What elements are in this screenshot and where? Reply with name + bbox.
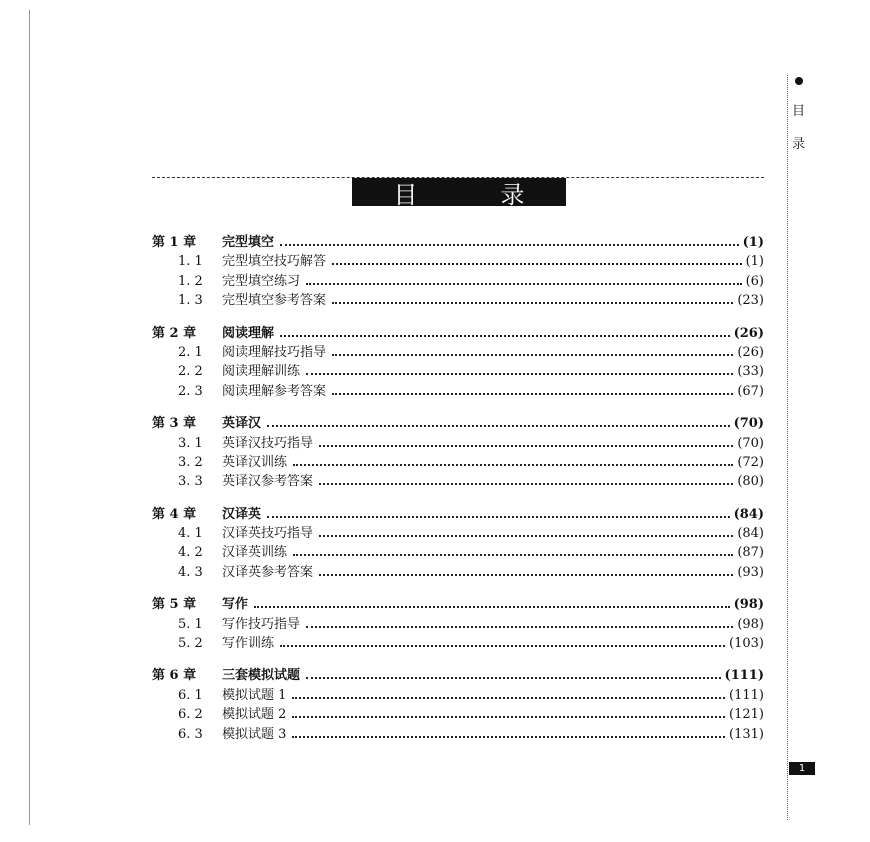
toc-entry-number: 4. 2	[178, 545, 203, 561]
toc-entry-title: 模拟试题 2	[222, 707, 287, 723]
toc-entry-title: 阅读理解技巧指导	[222, 344, 327, 360]
toc-entry-page: (23)	[737, 293, 764, 309]
toc-leader-dots	[267, 425, 730, 427]
toc-leader-dots	[280, 645, 725, 647]
toc-entry-page: (6)	[745, 273, 764, 289]
toc-section-row[interactable]	[152, 615, 764, 634]
toc-leader-dots	[319, 483, 733, 485]
toc-leader-dots	[306, 677, 721, 679]
toc-leader-dots	[292, 716, 725, 718]
toc-entry-title: 完型填空技巧解答	[222, 254, 327, 270]
toc-leader-dots	[332, 263, 742, 265]
toc-entry-title: 模拟试题 3	[222, 726, 287, 742]
toc-entry-number: 1. 1	[178, 254, 203, 270]
page-number: 1	[789, 762, 815, 775]
toc-chapter-row[interactable]	[152, 414, 764, 433]
toc-entry-page: (98)	[737, 616, 764, 632]
toc-entry-page: (80)	[737, 474, 764, 490]
toc-entry-title: 写作技巧指导	[222, 616, 301, 632]
toc-entry-number: 6. 1	[178, 687, 203, 703]
toc-section-row[interactable]	[152, 291, 764, 310]
toc-chapter-row[interactable]	[152, 666, 764, 685]
toc-chapter-row[interactable]	[152, 505, 764, 524]
toc-section-row[interactable]	[152, 252, 764, 271]
toc-entry-page: (111)	[729, 687, 764, 703]
toc-section-row[interactable]	[152, 543, 764, 562]
toc-entry-title: 英译汉	[222, 416, 262, 432]
toc-leader-dots	[332, 354, 733, 356]
toc-leader-dots	[254, 606, 730, 608]
toc-entry-number: 第 4 章	[152, 506, 197, 522]
toc-leader-dots	[306, 283, 742, 285]
toc-section-row[interactable]	[152, 434, 764, 453]
toc-entry-number: 5. 2	[178, 636, 203, 652]
toc-section-row[interactable]	[152, 725, 764, 744]
toc-entry-title: 完型填空练习	[222, 273, 301, 289]
toc-entry-title: 汉译英	[222, 506, 262, 522]
toc-section-row[interactable]	[152, 634, 764, 653]
toc-section-row[interactable]	[152, 272, 764, 291]
toc-section-row[interactable]	[152, 453, 764, 472]
toc-leader-dots	[293, 554, 733, 556]
side-dotted-rule	[787, 75, 788, 820]
toc-leader-dots	[292, 697, 725, 699]
toc-chapter-group	[152, 324, 764, 402]
toc-leader-dots	[319, 574, 733, 576]
toc-entry-page: (87)	[737, 545, 764, 561]
toc-section-row[interactable]	[152, 524, 764, 543]
toc-entry-title: 英译汉技巧指导	[222, 435, 314, 451]
toc-entry-number: 6. 2	[178, 707, 203, 723]
title-char: 目	[393, 180, 418, 209]
toc-entry-page: (98)	[733, 597, 764, 613]
toc-entry-page: (26)	[733, 325, 764, 341]
toc-entry-title: 英译汉参考答案	[222, 474, 314, 490]
toc-leader-dots	[306, 626, 733, 628]
toc-entry-page: (93)	[737, 564, 764, 580]
side-label-char: 录	[792, 137, 806, 152]
side-label-char: 目	[792, 104, 806, 119]
toc-entry-page: (33)	[737, 364, 764, 380]
toc-leader-dots	[280, 244, 739, 246]
toc-entry-number: 第 6 章	[152, 668, 197, 684]
toc-leader-dots	[280, 335, 730, 337]
toc-chapter-group	[152, 595, 764, 653]
toc-leader-dots	[319, 445, 733, 447]
toc-chapter-row[interactable]	[152, 595, 764, 614]
toc-chapter-group	[152, 505, 764, 583]
toc-entry-page: (72)	[737, 454, 764, 470]
toc-entry-title: 阅读理解	[222, 325, 275, 341]
toc-entry-page: (67)	[737, 383, 764, 399]
toc-section-row[interactable]	[152, 382, 764, 401]
page-title	[352, 178, 566, 209]
toc-section-row[interactable]	[152, 472, 764, 491]
toc-entry-page: (131)	[729, 726, 764, 742]
toc-entry-title: 汉译英训练	[222, 545, 288, 561]
toc-leader-dots	[293, 464, 733, 466]
toc-section-row[interactable]	[152, 362, 764, 381]
toc-entry-title: 汉译英参考答案	[222, 564, 314, 580]
toc-entry-title: 完型填空参考答案	[222, 293, 327, 309]
toc-entry-number: 2. 1	[178, 344, 203, 360]
toc-chapter-group	[152, 666, 764, 744]
toc-leader-dots	[267, 516, 730, 518]
toc-section-row[interactable]	[152, 686, 764, 705]
toc-entry-page: (70)	[733, 416, 764, 432]
toc-entry-number: 第 1 章	[152, 235, 197, 250]
toc-leader-dots	[306, 373, 733, 375]
toc-section-row[interactable]	[152, 705, 764, 724]
toc-entry-title: 三套模拟试题	[222, 668, 301, 684]
table-of-contents	[152, 233, 764, 757]
toc-entry-page: (121)	[729, 707, 764, 723]
toc-chapter-group	[152, 233, 764, 311]
toc-entry-title: 汉译英技巧指导	[222, 526, 314, 542]
toc-leader-dots	[292, 736, 725, 738]
title-char: 录	[500, 180, 525, 209]
toc-entry-page: (1)	[742, 235, 764, 250]
toc-entry-number: 第 2 章	[152, 325, 197, 341]
toc-entry-number: 1. 3	[178, 293, 203, 309]
toc-entry-number: 2. 3	[178, 383, 203, 399]
toc-entry-page: (1)	[745, 254, 764, 270]
toc-entry-number: 2. 2	[178, 364, 203, 380]
toc-entry-number: 4. 3	[178, 564, 203, 580]
toc-section-row[interactable]	[152, 343, 764, 362]
toc-entry-title: 模拟试题 1	[222, 687, 287, 703]
toc-section-row[interactable]	[152, 563, 764, 582]
toc-entry-title: 完型填空	[222, 235, 275, 250]
toc-entry-number: 4. 1	[178, 526, 203, 542]
toc-entry-title: 阅读理解参考答案	[222, 383, 327, 399]
toc-entry-number: 6. 3	[178, 726, 203, 742]
toc-entry-number: 5. 1	[178, 616, 203, 632]
toc-leader-dots	[332, 393, 733, 395]
toc-entry-number: 第 5 章	[152, 597, 197, 613]
toc-entry-page: (111)	[724, 668, 764, 684]
toc-entry-number: 3. 3	[178, 474, 203, 490]
toc-entry-number: 3. 2	[178, 454, 203, 470]
toc-entry-title: 写作训练	[222, 636, 275, 652]
toc-entry-number: 1. 2	[178, 273, 203, 289]
page-left-rule	[29, 10, 30, 825]
toc-entry-title: 写作	[222, 597, 249, 613]
toc-entry-number: 第 3 章	[152, 416, 197, 432]
toc-entry-page: (26)	[737, 344, 764, 360]
toc-chapter-row[interactable]	[152, 324, 764, 343]
toc-entry-page: (70)	[737, 435, 764, 451]
toc-entry-page: (84)	[733, 506, 764, 522]
toc-chapter-row[interactable]	[152, 233, 764, 252]
toc-entry-number: 3. 1	[178, 435, 203, 451]
toc-entry-page: (84)	[737, 526, 764, 542]
toc-entry-title: 阅读理解训练	[222, 364, 301, 380]
toc-entry-title: 英译汉训练	[222, 454, 288, 470]
toc-leader-dots	[319, 535, 733, 537]
toc-leader-dots	[332, 302, 733, 304]
side-bullet-icon	[795, 77, 803, 85]
toc-entry-page: (103)	[729, 636, 764, 652]
toc-chapter-group	[152, 414, 764, 492]
